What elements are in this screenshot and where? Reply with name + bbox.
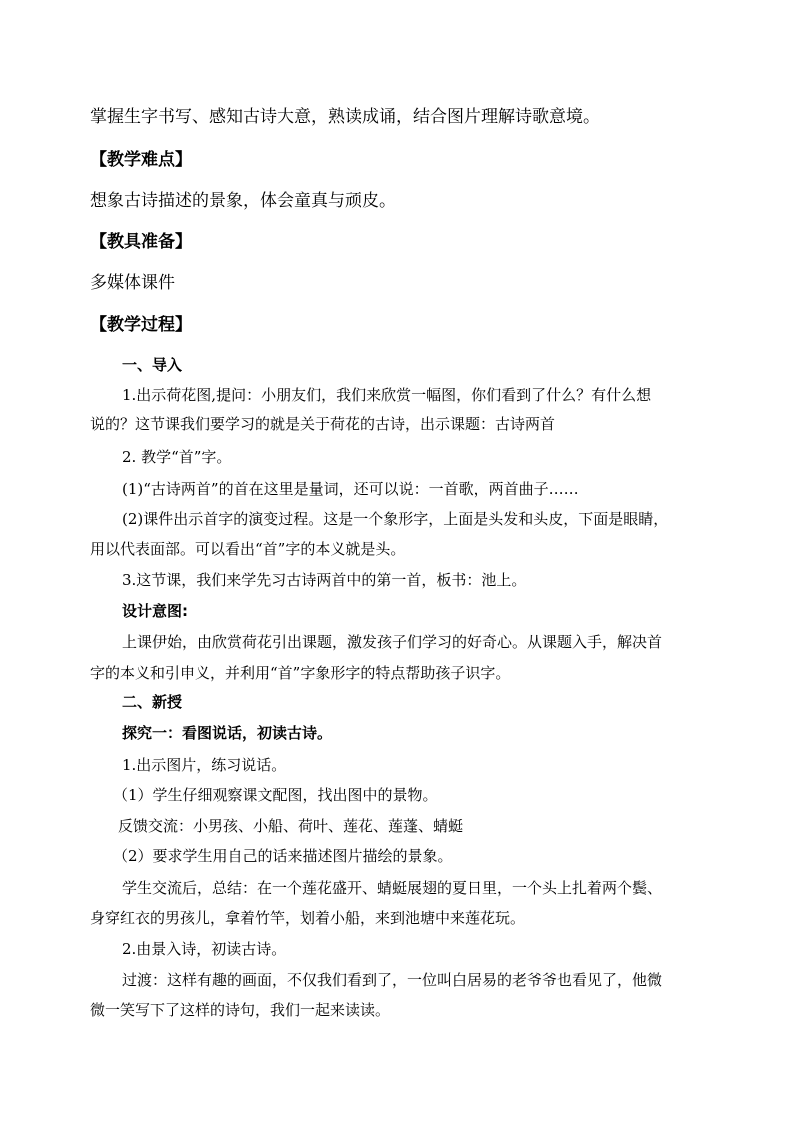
- heading-teaching-difficulty: 【教学难点】: [90, 150, 192, 170]
- new-lesson-paragraph-4: （2）要求学生用自己的话来描述图片描绘的景象。: [113, 847, 453, 865]
- intro-paragraph-2: 2. 教学“首”字。: [122, 448, 232, 466]
- design-intent-line-2: 字的本义和引申义，并利用“首”字象形字的特点帮助孩子识字。: [90, 664, 511, 682]
- new-lesson-paragraph-7-line-2: 微一笑写下了这样的诗句，我们一起来读读。: [90, 1001, 391, 1019]
- design-intent-line-1: 上课伊始，由欣赏荷花引出课题，激发孩子们学习的好奇心。从课题入手，解决首: [122, 633, 663, 651]
- design-intent-title: 设计意图:: [122, 602, 188, 620]
- heading-teaching-process: 【教学过程】: [90, 315, 192, 335]
- intro-paragraph-5: 3.这节课，我们来学先习古诗两首中的第一首，板书：池上。: [122, 571, 527, 589]
- explore-one-title: 探究一：看图说话，初读古诗。: [122, 724, 333, 742]
- new-lesson-paragraph-5-line-1: 学生交流后，总结：在一个莲花盛开、蜻蜓展翅的夏日里，一个头上扎着两个鬓、: [122, 879, 663, 897]
- new-lesson-paragraph-3: 反馈交流：小男孩、小船、荷叶、莲花、莲蓬、蜻蜓: [118, 817, 464, 835]
- new-lesson-paragraph-1: 1.出示图片，练习说话。: [122, 756, 287, 774]
- intro-paragraph-1-line-1: 1.出示荷花图,提问：小朋友们，我们来欣赏一幅图，你们看到了什么？有什么想: [122, 386, 652, 404]
- section-new-lesson-title: 二、新授: [122, 693, 183, 711]
- key-points-paragraph: 掌握生字书写、感知古诗大意，熟读成诵，结合图片理解诗歌意境。: [90, 107, 600, 127]
- intro-paragraph-4-line-2: 用以代表面部。可以看出“首”字的本义就是头。: [90, 540, 406, 558]
- heading-teaching-tools: 【教具准备】: [90, 232, 192, 252]
- difficulty-paragraph: 想象古诗描述的景象，体会童真与顽皮。: [90, 191, 396, 211]
- new-lesson-paragraph-6: 2.由景入诗，初读古诗。: [122, 940, 287, 958]
- new-lesson-paragraph-2: （1）学生仔细观察课文配图，找出图中的景物。: [113, 786, 438, 804]
- new-lesson-paragraph-5-line-2: 身穿红衣的男孩儿，拿着竹竿，划着小船，来到池塘中来莲花玩。: [90, 909, 526, 927]
- intro-paragraph-1-line-2: 说的？这节课我们要学习的就是关于荷花的古诗，出示课题：古诗两首: [90, 415, 556, 433]
- intro-paragraph-4-line-1: (2)课件出示首字的演变过程。这是一个象形字，上面是头发和头皮，下面是眼睛，: [122, 510, 669, 528]
- new-lesson-paragraph-7-line-1: 过渡：这样有趣的画面，不仅我们看到了，一位叫白居易的老爷爷也看见了，他微: [122, 971, 663, 989]
- section-introduction-title: 一、导入: [122, 356, 183, 374]
- intro-paragraph-3: (1)“古诗两首”的首在这里是量词，还可以说：一首歌，两首曲子……: [122, 480, 579, 498]
- tools-paragraph: 多媒体课件: [90, 273, 175, 293]
